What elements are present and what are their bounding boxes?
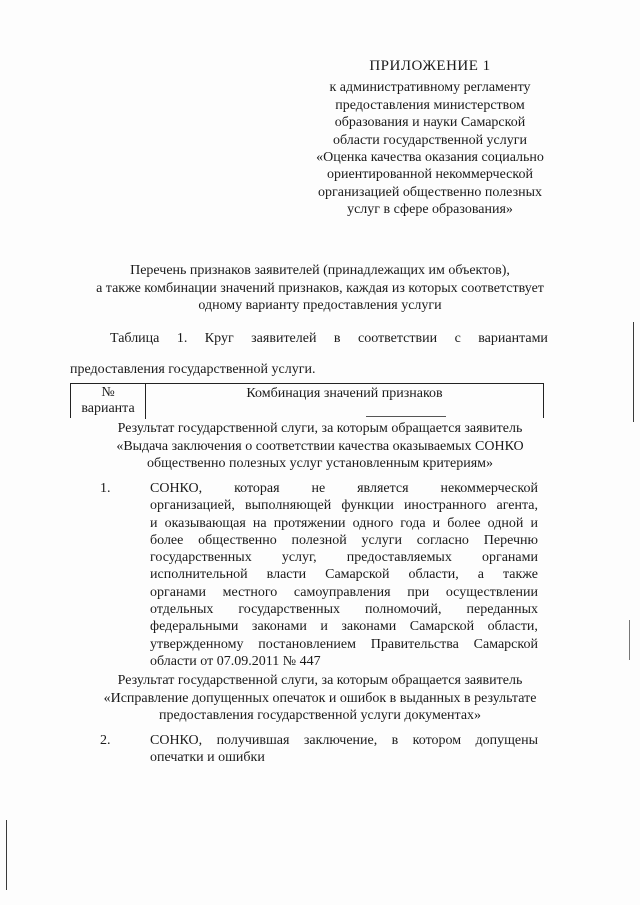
table-header-combination: Комбинация значений признаков (246, 386, 443, 401)
table-caption (70, 330, 548, 378)
word: организацией, (150, 498, 235, 514)
result-line: «Выдача заключения о соответствии качества оказываемых СОНКО (116, 438, 524, 454)
word: при (407, 584, 430, 600)
appendix-title: ПРИЛОЖЕНИЕ 1 (369, 58, 491, 74)
result-block-2 (60, 672, 580, 725)
paragraph-line (150, 515, 538, 532)
appendix-line: области государственной услуги (332, 132, 527, 148)
appendix-line: ориентированной некоммерческой (327, 167, 533, 183)
scan-edge-mark (629, 620, 630, 660)
word: предоставляемых (346, 550, 452, 566)
paragraph-line (150, 618, 538, 635)
caption-word: Таблица (110, 331, 160, 346)
word: Самарской (409, 619, 475, 635)
variants-table (70, 383, 544, 418)
word: и (432, 515, 441, 531)
word: местного (222, 584, 278, 600)
heading-line: одному варианту предоставления услуги (198, 298, 442, 313)
word: года (400, 515, 426, 531)
paragraph-last-line: опечатки и ошибки (150, 750, 265, 766)
scan-line-fragment (366, 416, 446, 417)
word: Правительства (370, 636, 459, 652)
paragraph-last-line: области от 07.09.2011 № 447 (150, 653, 321, 669)
word: одного (352, 515, 394, 531)
header-number-sign: № (101, 385, 115, 400)
word: некоммерческой (440, 481, 538, 496)
word: и (150, 515, 158, 531)
caption-word: заявителей (251, 331, 317, 346)
variant-description (150, 480, 538, 670)
word: СОНКО, (150, 481, 203, 496)
word: отдельных (150, 602, 214, 618)
word: заключение, (303, 733, 378, 748)
word: также (502, 567, 538, 583)
appendix-line: образования и науки Самарской (334, 115, 526, 131)
word: постановлением (258, 636, 356, 652)
word: области, (487, 619, 538, 635)
word: законами (251, 619, 307, 635)
heading-line: а также комбинации значений признаков, каждая из которых соответствует (96, 280, 544, 296)
word: государственных (238, 602, 341, 618)
appendix-line: предоставления министерством (335, 97, 525, 113)
table-header-variant-number (71, 384, 146, 419)
word: котором (412, 733, 462, 748)
paragraph-line (150, 549, 538, 566)
word: Самарской (325, 567, 390, 583)
word: согласно (416, 532, 469, 548)
appendix-header (300, 58, 560, 219)
word: агента, (496, 498, 538, 514)
appendix-line: услуг в сфере образования» (347, 202, 513, 218)
variant-number: 1. (100, 481, 111, 496)
document-heading (40, 262, 600, 315)
word: органами (150, 584, 207, 600)
word: законами (341, 619, 397, 635)
word: переданных (466, 602, 538, 618)
paragraph-line (150, 532, 538, 549)
caption-word: Круг (204, 331, 234, 346)
word: государственных (150, 550, 252, 566)
word: более (150, 532, 184, 548)
word: Самарской (473, 636, 538, 652)
word: полезной (291, 532, 347, 548)
word: более (447, 515, 481, 531)
header-variant-word: варианта (81, 401, 135, 416)
word: услуг, (281, 550, 317, 566)
word: СОНКО, (150, 733, 203, 748)
scan-edge-mark (633, 322, 634, 422)
paragraph-line (150, 497, 538, 514)
result-line: общественно полезных услуг установленным критериям» (146, 456, 494, 471)
word: протяжении (273, 515, 346, 531)
table-caption-line2: предоставления государственной услуги. (70, 362, 316, 377)
appendix-line: «Оценка качества оказания социально (316, 150, 544, 166)
word: полномочий, (365, 602, 442, 618)
word: выполняющей (245, 498, 332, 514)
word: иностранного (403, 498, 487, 514)
word: и (530, 515, 538, 531)
result-line: «Исправление допущенных опечаток и ошибок в выданных в результате (103, 690, 537, 706)
word: а (477, 567, 484, 583)
word: которая (234, 481, 280, 496)
paragraph-line (150, 636, 538, 653)
word: не (311, 481, 326, 496)
word: является (357, 481, 409, 496)
word: утвержденному (150, 636, 244, 652)
word: общественно (198, 532, 277, 548)
word: осуществлении (445, 584, 538, 600)
heading-line: Перечень признаков заявителей (принадлежащих им объектов), (130, 263, 510, 278)
word: и (320, 619, 328, 635)
word: одной (487, 515, 524, 531)
paragraph-line (150, 584, 538, 601)
word: в (391, 733, 399, 748)
appendix-line: к административному регламенту (329, 80, 531, 96)
caption-word: 1. (176, 331, 188, 346)
word: услуги (361, 532, 402, 548)
word: оказывающая (164, 515, 246, 531)
caption-word: с (454, 331, 461, 346)
word: Перечню (483, 532, 538, 548)
word: федеральными (150, 619, 239, 635)
result-line: Результат государственной слуги, за которым обращается заявитель (117, 673, 523, 688)
caption-word: вариантами (478, 331, 548, 346)
word: области, (408, 567, 459, 583)
caption-word: соответствии (358, 331, 438, 346)
table-caption-line1 (70, 330, 548, 347)
paragraph-line (150, 601, 538, 618)
scan-edge-mark (6, 820, 7, 890)
result-line: предоставления государственной услуги документах» (158, 708, 482, 723)
appendix-line: организацией общественно полезных (317, 184, 542, 200)
word: власти (266, 567, 307, 583)
variant-number: 2. (100, 733, 111, 748)
paragraph-line (150, 566, 538, 583)
word: на (252, 515, 267, 531)
result-block-1 (60, 420, 580, 473)
word: допущены (475, 733, 538, 748)
caption-word: в (333, 331, 341, 346)
result-line: Результат государственной слуги, за которым обращается заявитель (117, 421, 523, 436)
word: органами (481, 550, 538, 566)
paragraph-line (150, 480, 538, 497)
word: получившая (216, 733, 290, 748)
variant-description (150, 732, 538, 767)
word: функции (341, 498, 394, 514)
paragraph-line (150, 732, 538, 749)
word: исполнительной (150, 567, 248, 583)
word: самоуправления (293, 584, 391, 600)
